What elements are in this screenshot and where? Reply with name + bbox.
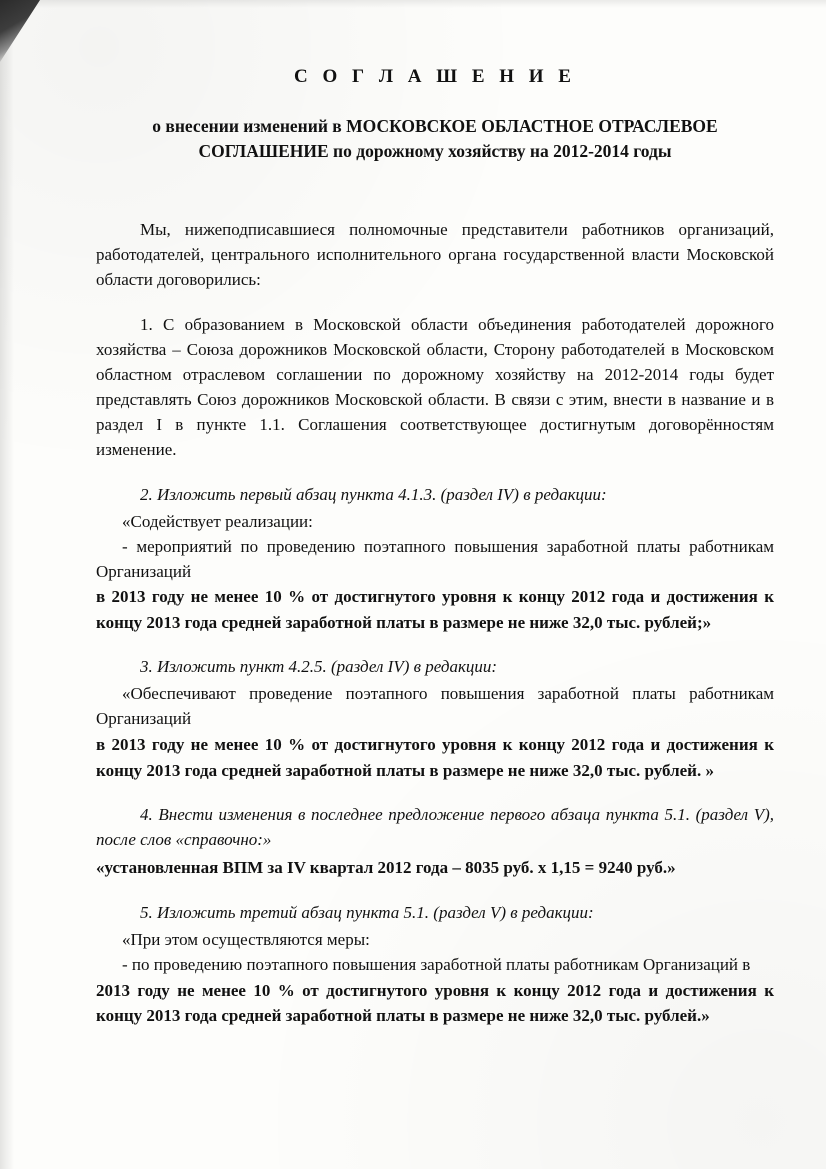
document-body (96, 66, 774, 1029)
clause-3-bold: в 2013 году не менее 10 % от достигнутого уровня к концу 2012 года и достижения к концу 2013 года средней заработной платы в размере не ниже 32,0 тыс. рублей. » (96, 735, 774, 780)
clause-2-bold: в 2013 году не менее 10 % от достигнутого уровня к концу 2012 года и достижения к концу 2013 года средней заработной платы в размере не ниже 32,0 тыс. рублей;» (96, 587, 774, 632)
preamble-paragraph: Мы, нижеподписавшиеся полномочные представители работников организаций, работодателей, центрального исполнительного органа государственной власти Московской области договорились: (96, 219, 774, 289)
clause-5-plain: - по проведению поэтапного повышения заработной платы работникам Организаций в (122, 954, 751, 974)
clause-4-heading: 4. Внести изменения в последнее предложение первого абзаца пункта 5.1. (раздел V), после слов «справочно:» (96, 805, 774, 850)
clause-5-quote-open: «При этом осуществляются меры: (122, 929, 370, 949)
clause-5-heading: 5. Изложить третий абзац пункта 5.1. (раздел V) в редакции: (140, 902, 594, 922)
clause-4-bold: «установленная ВПМ за IV квартал 2012 года – 8035 руб. х 1,15 = 9240 руб.» (96, 858, 676, 878)
clause-5-bold: 2013 году не менее 10 % от достигнутого уровня к концу 2012 года и достижения к концу 2013 года средней заработной платы в размере не ниже 32,0 тыс. рублей.» (96, 980, 774, 1026)
page-title: С О Г Л А Ш Е Н И Е (294, 66, 576, 87)
scan-corner-artifact-icon (0, 0, 40, 62)
clause-1-body: 1. С образованием в Московской области объединения работодателей дорожного хозяйства – Союза дорожников Московской области, Сторону работодателей в Московском областном отраслевом соглашении по дорожному хозяйству на 2012-2014 годы будет представлять Союз дорожников Московской области. В связи с этим, внести в название и в раздел I в пункте 1.1. Соглашения соответствующее достигнутым договорённостям изменение. (96, 314, 774, 459)
clause-2-heading: 2. Изложить первый абзац пункта 4.1.3. (раздел IV) в редакции: (140, 484, 607, 504)
page-edge-shadow-left (0, 0, 14, 1169)
clause-3-heading: 3. Изложить пункт 4.2.5. (раздел IV) в редакции: (140, 657, 498, 677)
clause-2-quote-open: «Содействует реализации: (122, 511, 313, 531)
page-edge-shadow-top (0, 0, 826, 8)
clause-2-plain: - мероприятий по проведению поэтапного повышения заработной платы работникам Организаций (96, 536, 774, 581)
document-subtitle: о внесении изменений в МОСКОВСКОЕ ОБЛАСТНОЕ ОТРАСЛЕВОЕ СОГЛАШЕНИЕ по дорожному хозяйству на 2012-2014 годы (152, 116, 718, 161)
clause-3-plain: «Обеспечивают проведение поэтапного повышения заработной платы работникам Организаций (96, 684, 774, 729)
